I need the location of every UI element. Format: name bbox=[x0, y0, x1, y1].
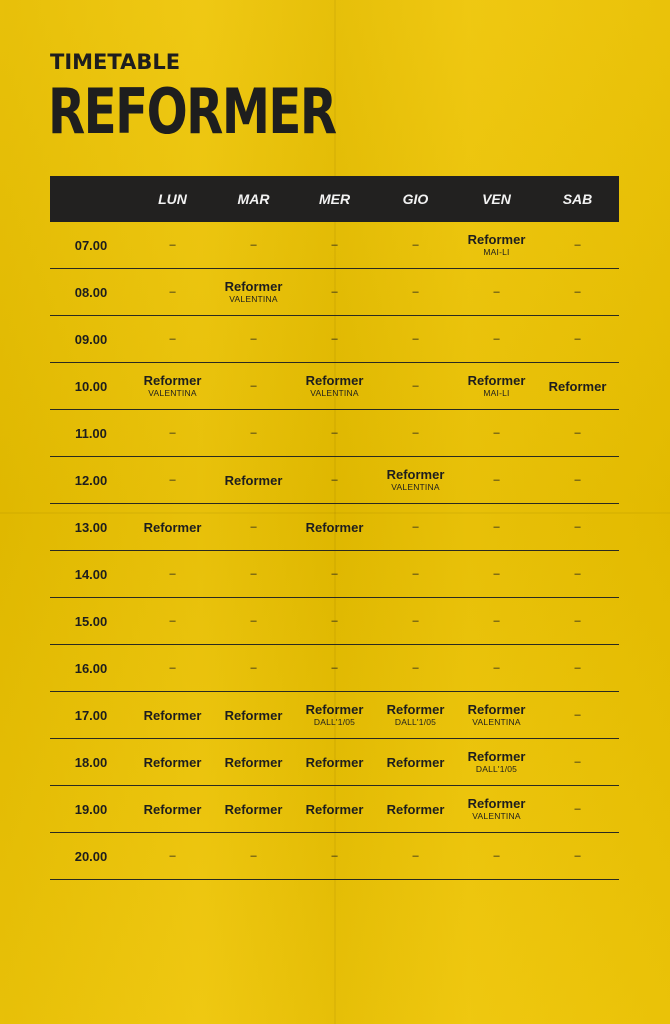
table-row bbox=[50, 504, 619, 551]
timetable bbox=[50, 176, 619, 880]
header-cell-ven: VEN bbox=[482, 191, 511, 207]
class-cell bbox=[375, 428, 456, 439]
class-name: Reformer bbox=[467, 796, 526, 812]
empty-slot: – bbox=[412, 614, 419, 627]
class-cell bbox=[456, 522, 537, 533]
class-cell bbox=[375, 756, 456, 769]
class-cell bbox=[294, 521, 375, 534]
class-name: Reformer bbox=[386, 754, 445, 770]
class-cell bbox=[294, 803, 375, 816]
class-cell bbox=[213, 522, 294, 533]
time-slot: 09.00 bbox=[74, 331, 108, 347]
class-cell bbox=[213, 474, 294, 487]
empty-slot: – bbox=[250, 238, 257, 251]
class-name: Reformer bbox=[386, 702, 445, 718]
class-cell bbox=[375, 522, 456, 533]
class-cell bbox=[537, 663, 618, 674]
empty-slot: – bbox=[574, 567, 581, 580]
empty-slot: – bbox=[250, 332, 257, 345]
table-row bbox=[50, 786, 619, 833]
class-cell bbox=[375, 851, 456, 862]
table-row bbox=[50, 363, 619, 410]
table-row bbox=[50, 316, 619, 363]
class-cell bbox=[132, 803, 213, 816]
instructor-note: DALL'1/05 bbox=[475, 764, 518, 775]
class-cell bbox=[375, 381, 456, 392]
class-cell bbox=[537, 851, 618, 862]
empty-slot: – bbox=[169, 661, 176, 674]
class-cell bbox=[456, 334, 537, 345]
class-cell bbox=[294, 287, 375, 298]
class-name: Reformer bbox=[467, 373, 526, 389]
empty-slot: – bbox=[412, 567, 419, 580]
empty-slot: – bbox=[493, 426, 500, 439]
empty-slot: – bbox=[169, 332, 176, 345]
empty-slot: – bbox=[169, 426, 176, 439]
class-cell bbox=[456, 703, 537, 727]
class-name: Reformer bbox=[224, 472, 283, 488]
empty-slot: – bbox=[574, 520, 581, 533]
class-name: Reformer bbox=[305, 801, 364, 817]
header-cell-mar: MAR bbox=[237, 191, 270, 207]
class-cell bbox=[294, 756, 375, 769]
table-row bbox=[50, 269, 619, 316]
class-cell bbox=[537, 475, 618, 486]
empty-slot: – bbox=[493, 614, 500, 627]
class-cell bbox=[456, 750, 537, 774]
empty-slot: – bbox=[493, 520, 500, 533]
page-subtitle: TIMETABLE bbox=[50, 50, 181, 74]
class-cell bbox=[375, 803, 456, 816]
empty-slot: – bbox=[331, 426, 338, 439]
class-cell bbox=[132, 663, 213, 674]
empty-slot: – bbox=[250, 379, 257, 392]
empty-slot: – bbox=[493, 567, 500, 580]
class-cell bbox=[456, 797, 537, 821]
time-slot: 20.00 bbox=[74, 848, 108, 864]
class-cell bbox=[213, 240, 294, 251]
class-cell bbox=[213, 663, 294, 674]
class-cell bbox=[537, 240, 618, 251]
table-row bbox=[50, 222, 619, 269]
class-cell bbox=[132, 709, 213, 722]
table-header bbox=[50, 176, 619, 222]
class-cell bbox=[537, 334, 618, 345]
class-cell bbox=[132, 374, 213, 398]
table-row bbox=[50, 457, 619, 504]
class-cell bbox=[132, 616, 213, 627]
empty-slot: – bbox=[574, 661, 581, 674]
class-name: Reformer bbox=[386, 467, 445, 483]
empty-slot: – bbox=[574, 802, 581, 815]
class-cell bbox=[294, 616, 375, 627]
class-cell bbox=[213, 756, 294, 769]
empty-slot: – bbox=[574, 332, 581, 345]
class-cell bbox=[537, 616, 618, 627]
time-slot: 16.00 bbox=[74, 660, 108, 676]
class-name: Reformer bbox=[305, 702, 364, 718]
class-cell bbox=[456, 616, 537, 627]
table-row bbox=[50, 410, 619, 457]
class-cell bbox=[213, 381, 294, 392]
table-row bbox=[50, 598, 619, 645]
empty-slot: – bbox=[331, 473, 338, 486]
empty-slot: – bbox=[574, 473, 581, 486]
class-cell bbox=[294, 428, 375, 439]
instructor-note: DALL'1/05 bbox=[394, 717, 437, 728]
class-cell bbox=[375, 569, 456, 580]
class-name: Reformer bbox=[305, 754, 364, 770]
class-cell bbox=[132, 240, 213, 251]
header-cell-lun: LUN bbox=[158, 191, 187, 207]
class-name: Reformer bbox=[305, 373, 364, 389]
table-body bbox=[50, 222, 619, 880]
empty-slot: – bbox=[493, 332, 500, 345]
instructor-note: VALENTINA bbox=[472, 717, 521, 728]
table-row bbox=[50, 551, 619, 598]
time-slot: 07.00 bbox=[74, 237, 108, 253]
class-cell bbox=[456, 569, 537, 580]
empty-slot: – bbox=[574, 426, 581, 439]
class-cell bbox=[213, 280, 294, 304]
class-cell bbox=[294, 240, 375, 251]
empty-slot: – bbox=[250, 661, 257, 674]
instructor-note: DALL'1/05 bbox=[313, 717, 356, 728]
class-cell bbox=[294, 334, 375, 345]
time-slot: 12.00 bbox=[74, 472, 108, 488]
instructor-note: MAI-LI bbox=[483, 388, 510, 399]
empty-slot: – bbox=[493, 473, 500, 486]
class-cell bbox=[537, 710, 618, 721]
class-cell bbox=[375, 616, 456, 627]
instructor-note: VALENTINA bbox=[472, 811, 521, 822]
class-cell bbox=[213, 803, 294, 816]
class-cell bbox=[294, 663, 375, 674]
class-name: Reformer bbox=[548, 378, 607, 394]
class-cell bbox=[375, 287, 456, 298]
class-cell bbox=[213, 428, 294, 439]
empty-slot: – bbox=[493, 661, 500, 674]
time-slot: 17.00 bbox=[74, 707, 108, 723]
empty-slot: – bbox=[412, 426, 419, 439]
class-name: Reformer bbox=[224, 801, 283, 817]
empty-slot: – bbox=[574, 614, 581, 627]
class-cell bbox=[294, 703, 375, 727]
class-name: Reformer bbox=[143, 519, 202, 535]
empty-slot: – bbox=[169, 473, 176, 486]
empty-slot: – bbox=[250, 426, 257, 439]
class-name: Reformer bbox=[467, 749, 526, 765]
instructor-note: VALENTINA bbox=[148, 388, 197, 399]
class-cell bbox=[132, 756, 213, 769]
class-cell bbox=[294, 569, 375, 580]
empty-slot: – bbox=[412, 332, 419, 345]
empty-slot: – bbox=[169, 614, 176, 627]
empty-slot: – bbox=[331, 332, 338, 345]
time-slot: 15.00 bbox=[74, 613, 108, 629]
class-cell bbox=[456, 475, 537, 486]
instructor-note: VALENTINA bbox=[310, 388, 359, 399]
class-name: Reformer bbox=[143, 801, 202, 817]
time-slot: 19.00 bbox=[74, 801, 108, 817]
time-slot: 13.00 bbox=[74, 519, 108, 535]
class-cell bbox=[537, 428, 618, 439]
class-name: Reformer bbox=[224, 279, 283, 295]
class-cell bbox=[132, 428, 213, 439]
empty-slot: – bbox=[169, 285, 176, 298]
class-cell bbox=[537, 380, 618, 393]
table-row bbox=[50, 739, 619, 786]
class-cell bbox=[537, 522, 618, 533]
class-cell bbox=[294, 851, 375, 862]
empty-slot: – bbox=[250, 849, 257, 862]
header-cell-gio: GIO bbox=[402, 191, 429, 207]
class-name: Reformer bbox=[224, 754, 283, 770]
empty-slot: – bbox=[331, 661, 338, 674]
empty-slot: – bbox=[331, 567, 338, 580]
class-cell bbox=[375, 468, 456, 492]
empty-slot: – bbox=[331, 285, 338, 298]
empty-slot: – bbox=[412, 520, 419, 533]
class-cell bbox=[132, 851, 213, 862]
empty-slot: – bbox=[169, 238, 176, 251]
header-cell-mer: MER bbox=[318, 191, 351, 207]
class-name: Reformer bbox=[305, 519, 364, 535]
class-cell bbox=[537, 287, 618, 298]
class-cell bbox=[537, 757, 618, 768]
empty-slot: – bbox=[574, 238, 581, 251]
empty-slot: – bbox=[331, 849, 338, 862]
empty-slot: – bbox=[412, 379, 419, 392]
empty-slot: – bbox=[250, 520, 257, 533]
empty-slot: – bbox=[250, 567, 257, 580]
class-cell bbox=[375, 703, 456, 727]
class-cell bbox=[213, 569, 294, 580]
instructor-note: VALENTINA bbox=[229, 294, 278, 305]
class-cell bbox=[456, 663, 537, 674]
class-cell bbox=[213, 851, 294, 862]
class-cell bbox=[375, 663, 456, 674]
class-cell bbox=[213, 709, 294, 722]
class-cell bbox=[375, 240, 456, 251]
class-cell bbox=[132, 475, 213, 486]
empty-slot: – bbox=[493, 285, 500, 298]
class-cell bbox=[213, 616, 294, 627]
table-row bbox=[50, 692, 619, 739]
class-cell bbox=[456, 851, 537, 862]
class-cell bbox=[132, 521, 213, 534]
empty-slot: – bbox=[412, 849, 419, 862]
instructor-note: MAI-LI bbox=[483, 247, 510, 258]
time-slot: 10.00 bbox=[74, 378, 108, 394]
empty-slot: – bbox=[574, 849, 581, 862]
class-cell bbox=[213, 334, 294, 345]
class-name: Reformer bbox=[224, 707, 283, 723]
class-cell bbox=[132, 334, 213, 345]
empty-slot: – bbox=[169, 567, 176, 580]
page-title: REFORMER bbox=[48, 75, 336, 148]
empty-slot: – bbox=[250, 614, 257, 627]
time-slot: 18.00 bbox=[74, 754, 108, 770]
class-cell bbox=[132, 569, 213, 580]
time-slot: 08.00 bbox=[74, 284, 108, 300]
empty-slot: – bbox=[574, 755, 581, 768]
class-name: Reformer bbox=[143, 373, 202, 389]
class-cell bbox=[294, 475, 375, 486]
table-row bbox=[50, 645, 619, 692]
class-cell bbox=[294, 374, 375, 398]
instructor-note: VALENTINA bbox=[391, 482, 440, 493]
class-cell bbox=[132, 287, 213, 298]
class-name: Reformer bbox=[143, 707, 202, 723]
empty-slot: – bbox=[412, 661, 419, 674]
table-row bbox=[50, 833, 619, 880]
time-slot: 14.00 bbox=[74, 566, 108, 582]
class-cell bbox=[456, 428, 537, 439]
empty-slot: – bbox=[412, 285, 419, 298]
class-name: Reformer bbox=[467, 702, 526, 718]
class-cell bbox=[537, 569, 618, 580]
class-name: Reformer bbox=[467, 232, 526, 248]
empty-slot: – bbox=[331, 238, 338, 251]
class-cell bbox=[537, 804, 618, 815]
time-slot: 11.00 bbox=[75, 425, 107, 441]
empty-slot: – bbox=[574, 285, 581, 298]
class-cell bbox=[456, 233, 537, 257]
class-cell bbox=[456, 287, 537, 298]
class-cell bbox=[375, 334, 456, 345]
empty-slot: – bbox=[574, 708, 581, 721]
class-name: Reformer bbox=[143, 754, 202, 770]
empty-slot: – bbox=[331, 614, 338, 627]
class-name: Reformer bbox=[386, 801, 445, 817]
empty-slot: – bbox=[493, 849, 500, 862]
header-cell-sab: SAB bbox=[562, 191, 593, 207]
class-cell bbox=[456, 374, 537, 398]
empty-slot: – bbox=[169, 849, 176, 862]
empty-slot: – bbox=[412, 238, 419, 251]
